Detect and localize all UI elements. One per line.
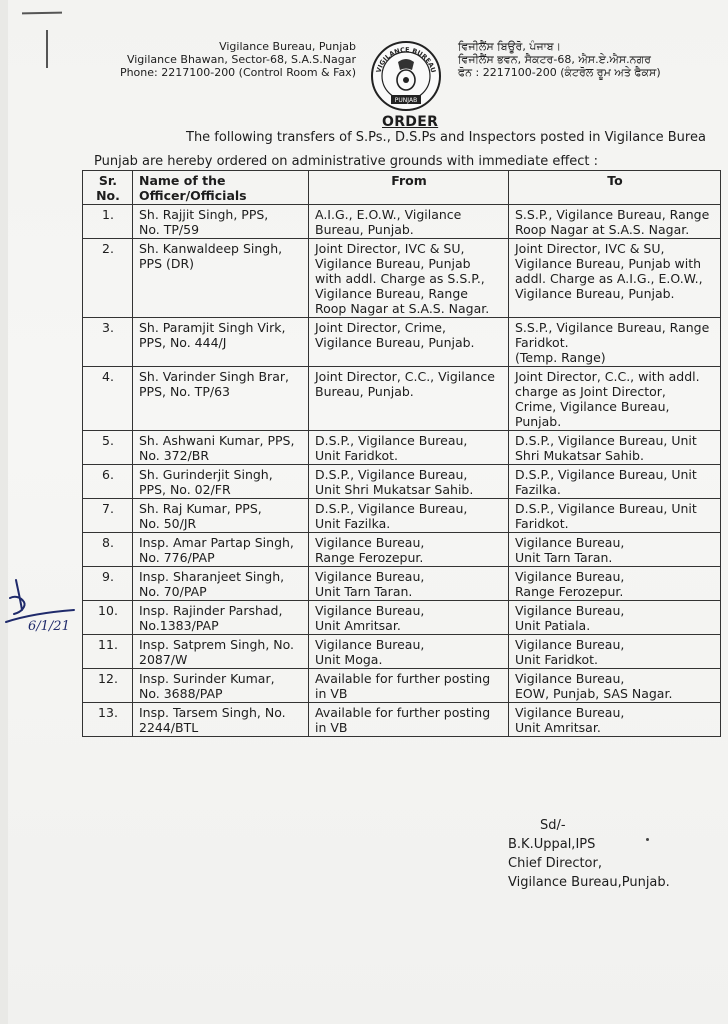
cell-to: D.S.P., Vigilance Bureau, Unit Shri Mukatsar Sahib.	[509, 431, 721, 465]
cell-to: S.S.P., Vigilance Bureau, Range Faridkot. (Temp. Range)	[509, 318, 721, 367]
table-header-row	[83, 171, 721, 205]
table-row	[83, 703, 721, 737]
cell-from: Vigilance Bureau, Range Ferozepur.	[309, 533, 509, 567]
cell-sr-no: 9.	[83, 567, 133, 601]
pen-mark	[46, 30, 48, 68]
header-to: To	[509, 171, 721, 205]
vigilance-bureau-emblem	[370, 40, 442, 112]
letterhead-line: ਵਿਜੀਲੈਂਸ ਭਵਨ, ਸੈਕਟਰ-68, ਐਸ.ਏ.ਐਸ.ਨਗਰ	[458, 53, 651, 66]
table-row	[83, 635, 721, 669]
cell-sr-no: 13.	[83, 703, 133, 737]
cell-to: Vigilance Bureau, Unit Faridkot.	[509, 635, 721, 669]
svg-text:PUNJAB: PUNJAB	[394, 97, 418, 104]
cell-sr-no: 8.	[83, 533, 133, 567]
cell-to: S.S.P., Vigilance Bureau, Range Roop Nagar at S.A.S. Nagar.	[509, 205, 721, 239]
cell-sr-no: 11.	[83, 635, 133, 669]
cell-from: Vigilance Bureau, Unit Amritsar.	[309, 601, 509, 635]
cell-officer-name: Insp. Amar Partap Singh, No. 776/PAP	[133, 533, 309, 567]
letterhead-line: Vigilance Bhawan, Sector-68, S.A.S.Nagar	[126, 53, 356, 66]
svg-text:6/1/21: 6/1/21	[28, 619, 70, 632]
cell-from: D.S.P., Vigilance Bureau, Unit Fazilka.	[309, 499, 509, 533]
cell-officer-name: Sh. Gurinderjit Singh, PPS, No. 02/FR	[133, 465, 309, 499]
cell-to: Joint Director, IVC & SU, Vigilance Bureau, Punjab with addl. Charge as A.I.G., E.O.W., Vigilance Bureau, Punjab.	[509, 239, 721, 318]
cell-sr-no: 6.	[83, 465, 133, 499]
cell-sr-no: 7.	[83, 499, 133, 533]
ink-dot	[646, 838, 649, 841]
signatory-designation: Chief Director,	[508, 856, 602, 871]
cell-officer-name: Sh. Raj Kumar, PPS, No. 50/JR	[133, 499, 309, 533]
signature-block	[508, 816, 670, 892]
svg-text:VIGILANCE BUREAU: VIGILANCE BUREAU	[374, 45, 438, 74]
table-row	[83, 431, 721, 465]
cell-from: Available for further posting in VB	[309, 703, 509, 737]
letterhead-line: Vigilance Bureau, Punjab	[219, 40, 356, 53]
table-row	[83, 318, 721, 367]
cell-from: D.S.P., Vigilance Bureau, Unit Shri Mukatsar Sahib.	[309, 465, 509, 499]
cell-sr-no: 10.	[83, 601, 133, 635]
order-intro: The following transfers of S.Ps., D.S.Ps and Inspectors posted in Vigilance Burea	[186, 130, 706, 145]
cell-from: A.I.G., E.O.W., Vigilance Bureau, Punjab.	[309, 205, 509, 239]
signatory-office: Vigilance Bureau,Punjab.	[508, 875, 670, 890]
signed-mark: Sd/-	[540, 818, 566, 833]
signatory-name: B.K.Uppal,IPS	[508, 837, 596, 852]
table-row	[83, 499, 721, 533]
letterhead-line: ਫੋਨ : 2217100-200 (ਕੰਟਰੋਲ ਰੂਮ ਅਤੇ ਫੈਕਸ)	[458, 66, 661, 79]
cell-from: Joint Director, Crime, Vigilance Bureau, Punjab.	[309, 318, 509, 367]
cell-to: Vigilance Bureau, Range Ferozepur.	[509, 567, 721, 601]
cell-sr-no: 3.	[83, 318, 133, 367]
table-row	[83, 205, 721, 239]
table-row	[83, 367, 721, 431]
table-row	[83, 567, 721, 601]
cell-sr-no: 12.	[83, 669, 133, 703]
cell-to: D.S.P., Vigilance Bureau, Unit Fazilka.	[509, 465, 721, 499]
cell-officer-name: Sh. Paramjit Singh Virk, PPS, No. 444/J	[133, 318, 309, 367]
cell-officer-name: Insp. Satprem Singh, No. 2087/W	[133, 635, 309, 669]
cell-to: D.S.P., Vigilance Bureau, Unit Faridkot.	[509, 499, 721, 533]
cell-sr-no: 2.	[83, 239, 133, 318]
cell-from: Available for further posting in VB	[309, 669, 509, 703]
cell-sr-no: 1.	[83, 205, 133, 239]
cell-officer-name: Sh. Varinder Singh Brar, PPS, No. TP/63	[133, 367, 309, 431]
letterhead-punjabi	[458, 40, 718, 79]
letterhead-english	[110, 40, 356, 79]
cell-officer-name: Sh. Kanwaldeep Singh, PPS (DR)	[133, 239, 309, 318]
header-officer-name: Name of the Officer/Officials	[133, 171, 309, 205]
cell-from: Vigilance Bureau, Unit Moga.	[309, 635, 509, 669]
order-intro: Punjab are hereby ordered on administrative grounds with immediate effect :	[94, 154, 599, 169]
cell-officer-name: Insp. Sharanjeet Singh, No. 70/PAP	[133, 567, 309, 601]
handwritten-initials	[4, 576, 88, 632]
cell-officer-name: Insp. Tarsem Singh, No. 2244/BTL	[133, 703, 309, 737]
table-row	[83, 533, 721, 567]
cell-to: Vigilance Bureau, Unit Patiala.	[509, 601, 721, 635]
cell-from: Joint Director, IVC & SU, Vigilance Bureau, Punjab with addl. Charge as S.S.P., Vigilance Bureau, Range Roop Nagar at S.A.S. Nagar.	[309, 239, 509, 318]
table-row	[83, 669, 721, 703]
cell-to: Vigilance Bureau, Unit Tarn Taran.	[509, 533, 721, 567]
table-row	[83, 465, 721, 499]
cell-to: Vigilance Bureau, EOW, Punjab, SAS Nagar.	[509, 669, 721, 703]
cell-from: Joint Director, C.C., Vigilance Bureau, Punjab.	[309, 367, 509, 431]
letterhead-line: ਵਿਜੀਲੈਂਸ ਬਿਊਰੋ, ਪੰਜਾਬ।	[458, 40, 562, 53]
cell-officer-name: Insp. Rajinder Parshad, No.1383/PAP	[133, 601, 309, 635]
letterhead-line: Phone: 2217100-200 (Control Room & Fax)	[119, 66, 356, 79]
cell-officer-name: Sh. Rajjit Singh, PPS, No. TP/59	[133, 205, 309, 239]
table-row	[83, 239, 721, 318]
cell-sr-no: 5.	[83, 431, 133, 465]
cell-sr-no: 4.	[83, 367, 133, 431]
cell-from: Vigilance Bureau, Unit Tarn Taran.	[309, 567, 509, 601]
cell-to: Vigilance Bureau, Unit Amritsar.	[509, 703, 721, 737]
header-sr-no: Sr. No.	[83, 171, 133, 205]
cell-officer-name: Sh. Ashwani Kumar, PPS, No. 372/BR	[133, 431, 309, 465]
cell-officer-name: Insp. Surinder Kumar, No. 3688/PAP	[133, 669, 309, 703]
cell-to: Joint Director, C.C., with addl. charge as Joint Director, Crime, Vigilance Bureau, Punjab.	[509, 367, 721, 431]
transfers-table	[82, 170, 721, 737]
cell-from: D.S.P., Vigilance Bureau, Unit Faridkot.	[309, 431, 509, 465]
order-title: ORDER	[382, 114, 439, 130]
header-from: From	[309, 171, 509, 205]
table-row	[83, 601, 721, 635]
